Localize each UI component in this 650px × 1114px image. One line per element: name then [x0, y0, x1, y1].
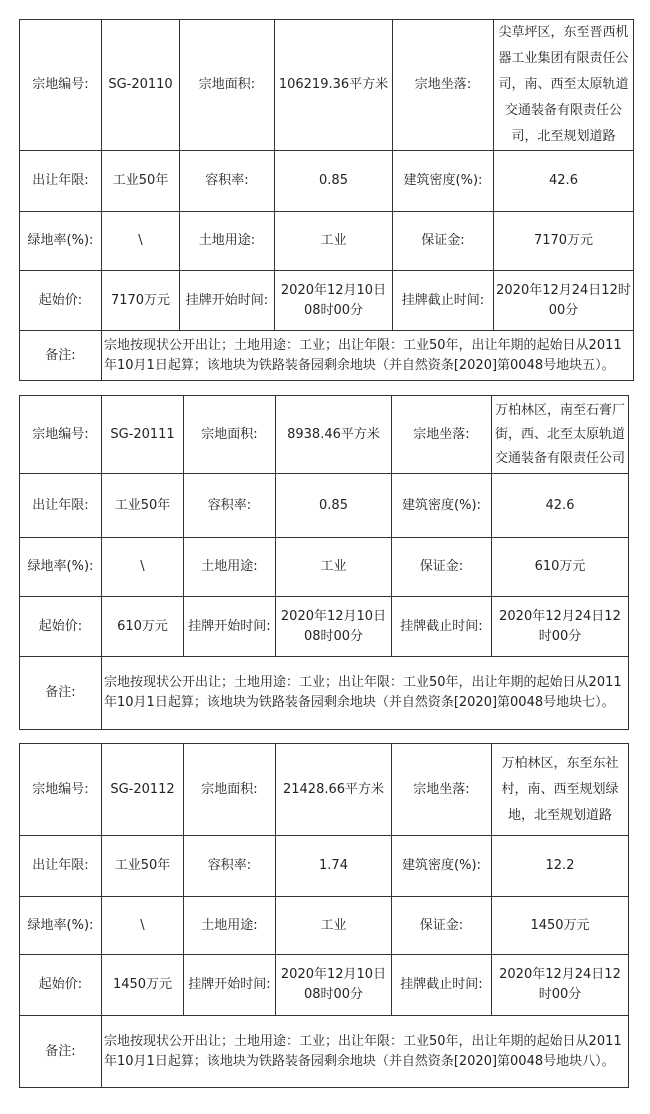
label-listing-start: 挂牌开始时间:	[184, 597, 276, 657]
value-listing-start: 2020年12月10日08时00分	[275, 271, 393, 331]
label-area: 宗地面积:	[184, 744, 276, 836]
value-start-price: 610万元	[102, 597, 184, 657]
value-area: 106219.36平方米	[275, 20, 393, 151]
value-area: 21428.66平方米	[276, 744, 392, 836]
label-far: 容积率:	[184, 474, 276, 538]
value-green: \	[102, 212, 180, 271]
label-term: 出让年限:	[20, 836, 102, 897]
label-remark: 备注:	[20, 657, 102, 730]
label-use: 土地用途:	[184, 538, 276, 597]
value-use: 工业	[276, 538, 392, 597]
parcel-table-3	[19, 743, 629, 1088]
value-parcel-no: SG-20112	[102, 744, 184, 836]
label-area: 宗地面积:	[180, 20, 275, 151]
label-green: 绿地率(%):	[20, 212, 102, 271]
value-use: 工业	[276, 897, 392, 955]
value-listing-end: 2020年12月24日12时00分	[492, 597, 629, 657]
label-term: 出让年限:	[20, 474, 102, 538]
label-start-price: 起始价:	[20, 271, 102, 331]
label-deposit: 保证金:	[392, 538, 492, 597]
label-listing-end: 挂牌截止时间:	[392, 597, 492, 657]
label-area: 宗地面积:	[184, 396, 276, 474]
value-far: 0.85	[275, 151, 393, 212]
value-parcel-no: SG-20110	[102, 20, 180, 151]
label-density: 建筑密度(%):	[393, 151, 494, 212]
parcel-table-2	[19, 395, 629, 730]
value-location: 万柏林区，东至东社村，南、西至规划绿地，北至规划道路	[492, 744, 629, 836]
label-far: 容积率:	[184, 836, 276, 897]
value-use: 工业	[275, 212, 393, 271]
label-listing-end: 挂牌截止时间:	[393, 271, 494, 331]
label-use: 土地用途:	[184, 897, 276, 955]
value-location: 尖草坪区，东至晋西机器工业集团有限责任公司，南、西至太原轨道交通装备有限责任公司，北至规划道路	[494, 20, 634, 151]
value-term: 工业50年	[102, 474, 184, 538]
value-term: 工业50年	[102, 151, 180, 212]
label-remark: 备注:	[20, 331, 102, 381]
label-location: 宗地坐落:	[392, 744, 492, 836]
label-density: 建筑密度(%):	[392, 836, 492, 897]
label-listing-start: 挂牌开始时间:	[180, 271, 275, 331]
value-listing-start: 2020年12月10日08时00分	[276, 597, 392, 657]
value-remark: 宗地按现状公开出让；土地用途：工业；出让年限：工业50年，出让年期的起始日从2011年10月1日起算；该地块为铁路装备园剩余地块（并自然资条[2020]第0048号地块八）。	[102, 1016, 629, 1088]
label-green: 绿地率(%):	[20, 897, 102, 955]
label-far: 容积率:	[180, 151, 275, 212]
value-green: \	[102, 897, 184, 955]
label-start-price: 起始价:	[20, 597, 102, 657]
label-density: 建筑密度(%):	[392, 474, 492, 538]
value-green: \	[102, 538, 184, 597]
label-term: 出让年限:	[20, 151, 102, 212]
label-location: 宗地坐落:	[393, 20, 494, 151]
label-deposit: 保证金:	[392, 897, 492, 955]
label-start-price: 起始价:	[20, 955, 102, 1016]
value-far: 0.85	[276, 474, 392, 538]
value-start-price: 1450万元	[102, 955, 184, 1016]
label-green: 绿地率(%):	[20, 538, 102, 597]
value-location: 万柏林区，南至石膏厂街，西、北至太原轨道交通装备有限责任公司	[492, 396, 629, 474]
value-far: 1.74	[276, 836, 392, 897]
label-parcel-no: 宗地编号:	[20, 20, 102, 151]
value-term: 工业50年	[102, 836, 184, 897]
value-parcel-no: SG-20111	[102, 396, 184, 474]
value-listing-start: 2020年12月10日08时00分	[276, 955, 392, 1016]
value-density: 42.6	[492, 474, 629, 538]
label-parcel-no: 宗地编号:	[20, 744, 102, 836]
value-area: 8938.46平方米	[276, 396, 392, 474]
label-listing-end: 挂牌截止时间:	[392, 955, 492, 1016]
value-density: 12.2	[492, 836, 629, 897]
label-parcel-no: 宗地编号:	[20, 396, 102, 474]
value-deposit: 1450万元	[492, 897, 629, 955]
label-listing-start: 挂牌开始时间:	[184, 955, 276, 1016]
label-remark: 备注:	[20, 1016, 102, 1088]
value-listing-end: 2020年12月24日12时00分	[492, 955, 629, 1016]
label-location: 宗地坐落:	[392, 396, 492, 474]
value-listing-end: 2020年12月24日12时00分	[494, 271, 634, 331]
label-use: 土地用途:	[180, 212, 275, 271]
value-deposit: 610万元	[492, 538, 629, 597]
value-deposit: 7170万元	[494, 212, 634, 271]
parcel-table-1	[19, 19, 634, 381]
value-remark: 宗地按现状公开出让；土地用途：工业；出让年限：工业50年，出让年期的起始日从2011年10月1日起算；该地块为铁路装备园剩余地块（并自然资条[2020]第0048号地块七）。	[102, 657, 629, 730]
value-remark: 宗地按现状公开出让；土地用途：工业；出让年限：工业50年，出让年期的起始日从2011年10月1日起算；该地块为铁路装备园剩余地块（并自然资条[2020]第0048号地块五）。	[102, 331, 634, 381]
label-deposit: 保证金:	[393, 212, 494, 271]
value-start-price: 7170万元	[102, 271, 180, 331]
value-density: 42.6	[494, 151, 634, 212]
